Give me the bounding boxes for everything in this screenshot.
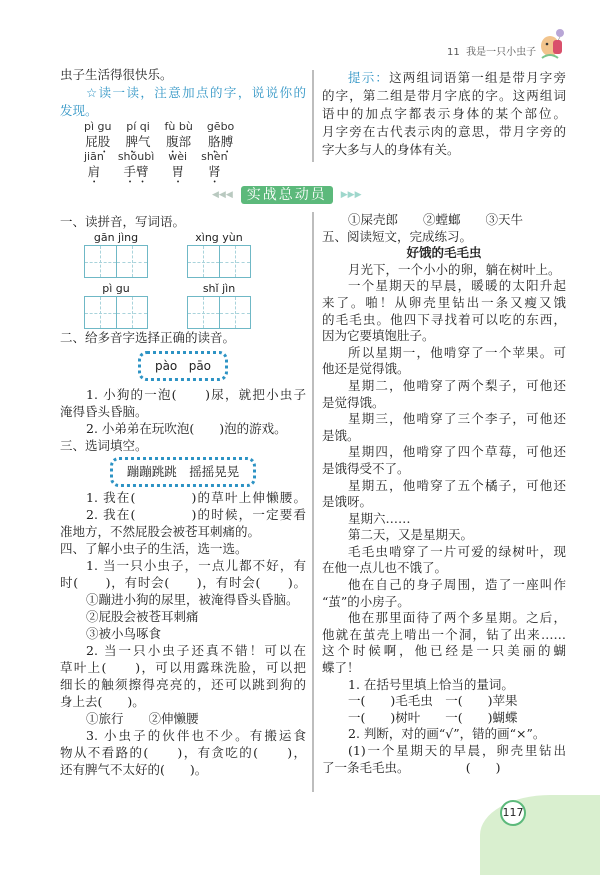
reading-prompt: ☆读一读，注意加点的字，说说你的 (86, 85, 306, 100)
question-line: 2. 小弟弟在玩吹泡( )泡的游戏。 (86, 421, 287, 436)
left-arrows-icon: ◀◀◀ (212, 190, 233, 200)
pinyin: gēbo (206, 120, 235, 133)
question-line: 草叶上( )，可以用露珠洗脸，可以把 (60, 660, 306, 675)
hanzi (207, 133, 234, 150)
banner-title: 实战总动员 (241, 186, 333, 204)
question-line: 3. 小虫子的伙伴也不少。有搬运食 (86, 728, 306, 743)
pinyin-word (201, 150, 227, 180)
story-line: 星期五，他啃穿了五个橘子，可他还 (348, 477, 566, 493)
hanzi (126, 133, 151, 150)
writing-grid[interactable] (84, 282, 148, 329)
pinyin: pí qi (126, 120, 150, 133)
question-line: 1. 当一只小虫子，一点儿都不好，有 (86, 558, 306, 573)
question-line: 还有脾气不太好的( )。 (60, 762, 208, 777)
exercise-line: 了一条毛毛虫。 ( ) (322, 759, 501, 775)
story-line: 星期二，他啃穿了两个梨子，可他还 (348, 377, 566, 393)
writing-grid[interactable] (84, 231, 148, 278)
pinyin-word (118, 150, 154, 180)
hint-line: 这两组词语第一组是带月字旁 (389, 70, 566, 85)
character: 腹 (166, 134, 179, 149)
pinyin-word (165, 120, 193, 150)
character: 肩 (87, 164, 101, 179)
story-line: 是饿得受不了。 (322, 460, 410, 476)
story-line: 星期六…… (348, 510, 411, 526)
story-line: 在他一点儿也不饿了。 (322, 560, 448, 576)
exercise-line: 一( )毛毛虫 一( )苹果 (348, 693, 518, 709)
story-line: 蝶了！ (322, 660, 360, 676)
question-line: 1. 我在( )的草叶上伸懒腰。 (86, 490, 306, 505)
story-line: 一个星期天的早晨，暖暖的太阳升起 (348, 278, 566, 294)
question-1-heading: 一、读拼音，写词语。 (60, 214, 186, 229)
question-line: 2. 当一只小虫子还真不错！可以在 (86, 643, 306, 658)
hanzi (84, 133, 112, 150)
unit-number: 11 (447, 47, 460, 58)
mascot-icon (538, 28, 566, 60)
page-number: 117 (500, 800, 526, 826)
character: 膊 (220, 134, 234, 149)
top-left-block (60, 66, 306, 180)
right-arrows-icon: ▶▶▶ (340, 190, 362, 200)
hint-line: 字大多与人的身体有关。 (322, 142, 460, 157)
story-exercises (322, 677, 566, 777)
word-options: 蹦蹦跳跳 摇摇晃晃 (110, 457, 257, 487)
character: 气 (138, 134, 151, 149)
story-line: 是饿呀。 (322, 494, 373, 510)
story-line: 来了。啪！从卵壳里钻出一条又瘦又饿 (322, 294, 566, 310)
hint-line: 月字旁在古代表示肉的意思，带月字旁的 (322, 124, 566, 139)
option-line: ②屁股会被苍耳刺痛 (86, 609, 199, 624)
exercise-line: 一( )树叶 一( )蝴蝶 (348, 709, 518, 725)
hint-line: 语中的加点字都表示身体的某个部位。 (322, 106, 566, 121)
paragraph-line: 虫子生活得很快乐。 (60, 67, 173, 82)
story-line: 他在那里面待了两个多星期。之后， (348, 610, 566, 626)
grid-pinyin: xìng yùn (195, 231, 243, 244)
options-box-row (60, 454, 306, 489)
pinyin-word (207, 120, 234, 150)
pronunciation-options: pào pāo (138, 351, 228, 381)
character: 屁 (85, 134, 98, 149)
question-line: 准地方，不然屁股会被苍耳刺痛的。 (60, 524, 261, 539)
story-line: 是觉得饿。 (322, 394, 385, 410)
grid-pinyin: pì gu (102, 282, 130, 295)
story-line: 他在自己的身子周围，造了一座叫作 (348, 577, 566, 593)
unit-title: 我是一只小虫子 (466, 47, 537, 58)
hint-block (322, 69, 566, 159)
word-row-1 (60, 120, 306, 150)
question-line: 1. 小狗的一泡( )尿，就把小虫子 (86, 387, 306, 402)
hanzi (201, 163, 227, 180)
character: 肾 (208, 164, 221, 179)
story-line: 月光下，一个小小的卵，躺在树叶上。 (348, 261, 561, 277)
pinyin: wèi (168, 150, 188, 163)
story-line: 星期三，他啃穿了三个李子，可他还 (348, 411, 566, 427)
question-line: 2. 我在( )的时候，一定要看 (86, 507, 306, 522)
column-divider (312, 70, 314, 162)
reading-prompt-cont: 发现。 (60, 103, 98, 118)
pinyin: jiān (84, 150, 104, 163)
hanzi (168, 163, 187, 180)
character: 股 (97, 134, 111, 149)
left-column (60, 213, 306, 778)
writing-grid[interactable] (187, 282, 251, 329)
question-line: 淹得昏头昏脑。 (60, 404, 148, 419)
hanzi (118, 163, 154, 180)
pinyin-word (84, 120, 112, 150)
pinyin: shèn (201, 150, 228, 163)
question-line: 时( )，有时会( )，有时会( )。 (60, 575, 306, 590)
story-text (322, 262, 566, 677)
hint-line: 的字，第二组是带月字底的字。这两组词 (322, 88, 566, 103)
section-banner (212, 186, 382, 204)
option-line: ③被小鸟啄食 (86, 626, 162, 641)
question-3-heading: 三、选词填空。 (60, 438, 148, 453)
story-line: 这个时候啊，他已经是一只美丽的蝴 (322, 643, 566, 659)
story-line: “茧”的小房子。 (322, 593, 410, 609)
question-4-heading: 四、了解小虫子的生活，选一选。 (60, 541, 248, 556)
character: 部 (178, 134, 192, 149)
exercise-line: 2. 判断，对的画“√”，错的画“×”。 (348, 726, 546, 742)
story-line: 因为它要填饱肚子。 (322, 328, 435, 344)
pinyin-word (168, 150, 187, 180)
options-box-row (60, 346, 306, 386)
right-column (322, 212, 566, 776)
question-line: 细长的触须擦得亮亮的，还可以跳到狗的 (60, 677, 306, 692)
character: 手 (123, 164, 137, 179)
pinyin-word (84, 150, 104, 180)
running-header (447, 43, 536, 58)
question-line: 物从不看路的( )，有贪吃的( )， (60, 745, 306, 760)
writing-grids (60, 230, 306, 329)
corner-decoration (480, 795, 600, 875)
option-line: ①屎壳郎 ②螳螂 ③天牛 (348, 212, 524, 227)
story-line: 星期四，他啃穿了四个草莓，可他还 (348, 444, 566, 460)
story-line: 毛毛虫啃穿了一片可爱的绿树叶，现 (348, 543, 566, 559)
story-line: 所以星期一，他啃穿了一个苹果。可 (348, 344, 566, 360)
story-line: 第二天，又是星期天。 (348, 527, 474, 543)
character: 脾 (125, 134, 139, 149)
story-line: 他还是觉得饿。 (322, 361, 410, 377)
question-2-heading: 二、给多音字选择正确的读音。 (60, 330, 236, 345)
exercise-line: (1)一个星期天的早晨，卵壳里钻出 (348, 743, 566, 758)
pinyin: pì gu (84, 120, 112, 133)
story-line: 的毛毛虫。他四下寻找着可以吃的东西， (322, 311, 566, 327)
option-line: ①蹦进小狗的尿里，被淹得昏头昏脑。 (86, 592, 299, 607)
pinyin-word (126, 120, 151, 150)
hanzi (84, 163, 104, 180)
writing-grid[interactable] (187, 231, 251, 278)
column-divider (312, 212, 314, 792)
pinyin: shǒubì (117, 150, 155, 163)
story-line: 他就在茧壳上啃出一个洞，钻了出来…… (322, 626, 566, 642)
hanzi (165, 133, 193, 150)
option-line: ①旅行 ②伸懒腰 (86, 711, 199, 726)
character: 臂 (136, 164, 149, 179)
character: 胳 (208, 134, 221, 149)
pinyin: fù bù (164, 120, 193, 133)
question-5-heading: 五、阅读短文，完成练习。 (322, 228, 473, 244)
exercise-line: 1. 在括号里填上恰当的量词。 (348, 676, 514, 692)
story-title: 好饿的毛毛虫 (406, 245, 482, 261)
character: 胃 (171, 164, 184, 179)
hint-label: 提示： (348, 70, 390, 85)
word-row-2 (60, 150, 306, 180)
story-line: 是饿。 (322, 427, 360, 443)
question-line: 身上去( )。 (60, 694, 145, 709)
grid-pinyin: shǐ jìn (202, 282, 236, 295)
grid-pinyin: gān jìng (93, 231, 139, 244)
